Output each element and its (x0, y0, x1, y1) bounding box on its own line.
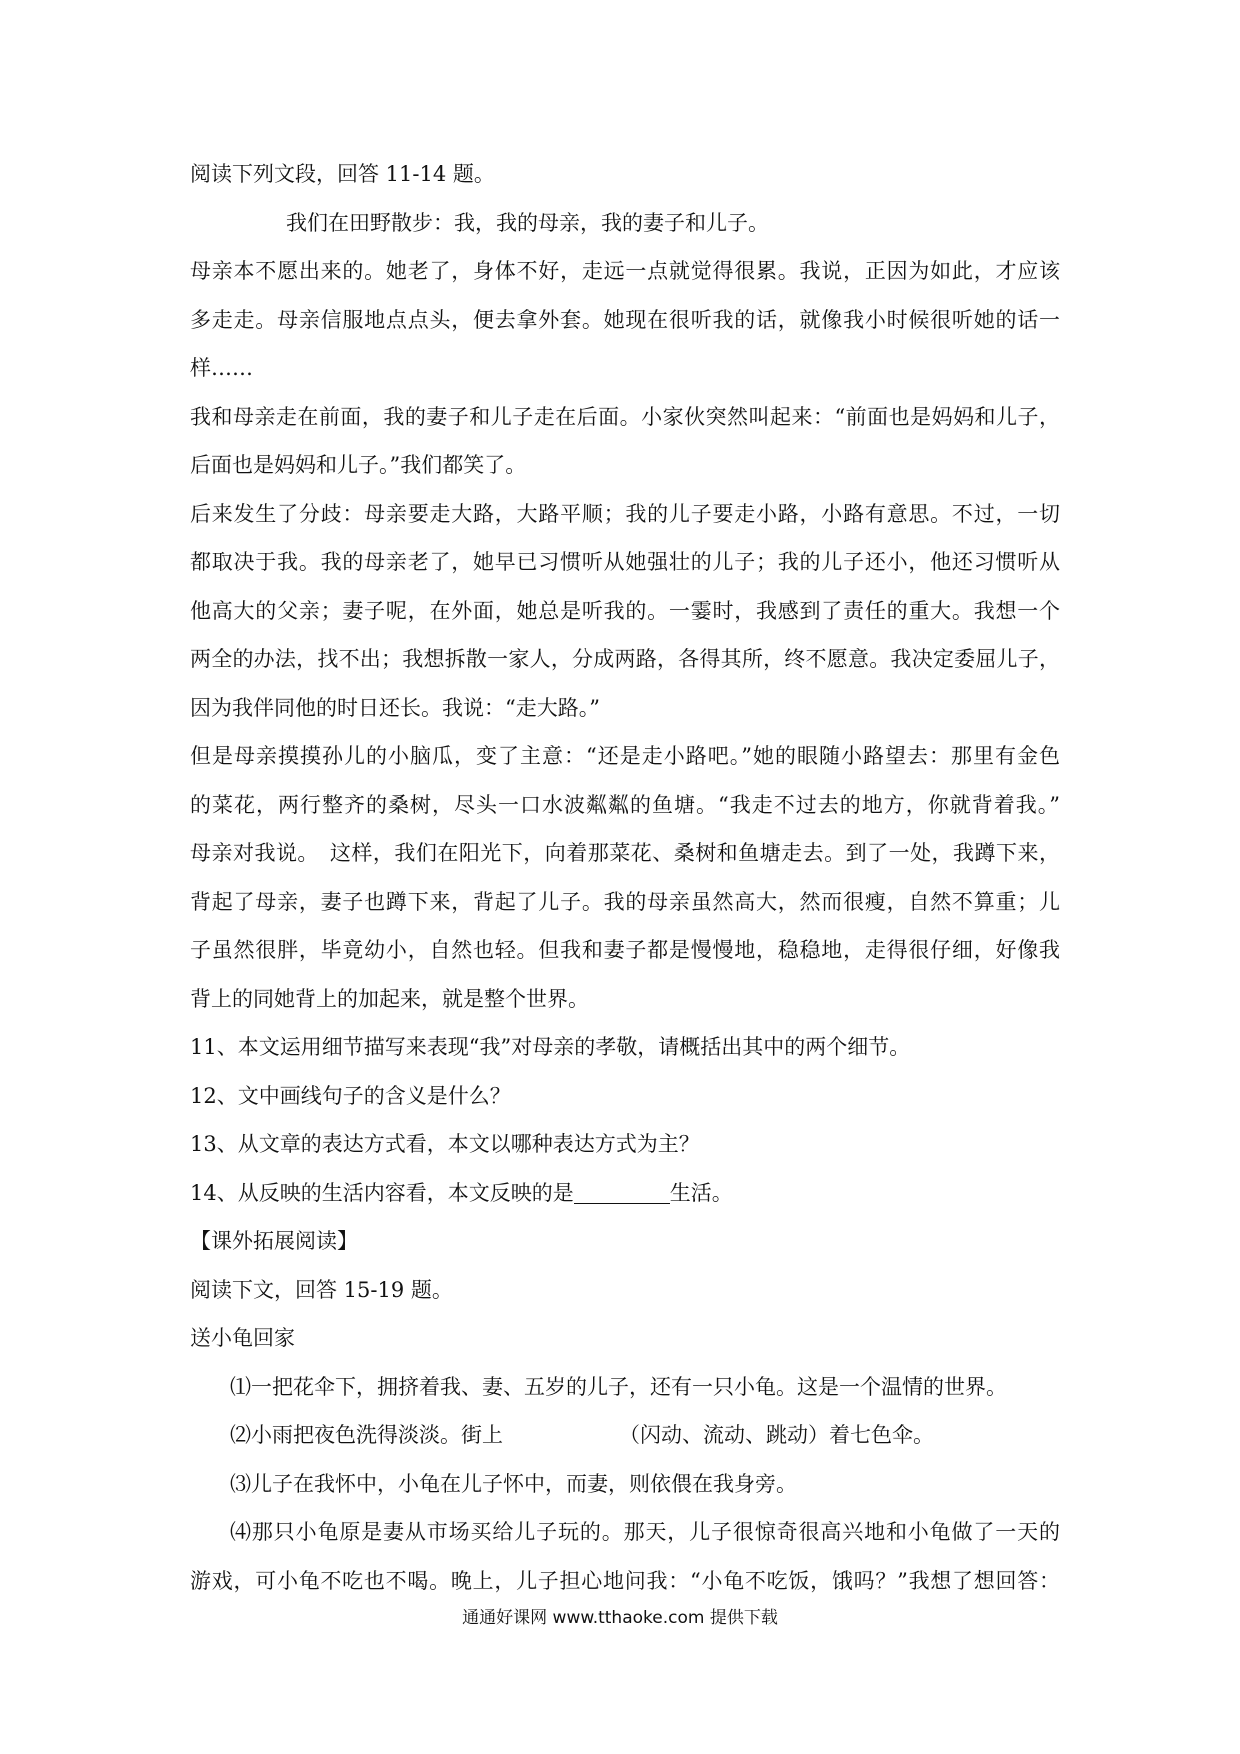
document-body (190, 150, 1060, 1605)
text-line: 的菜花，两行整齐的桑树，尽头一口水波粼粼的鱼塘。“我走不过去的地方，你就背着我。” (190, 792, 1060, 817)
story-paragraph-4 (190, 1508, 1060, 1605)
text-line: 背上的同她背上的加起来，就是整个世界。 (190, 986, 589, 1011)
text-line: 子虽然很胖，毕竟幼小，自然也轻。但我和妻子都是慢慢地，稳稳地，走得很仔细，好像我 (190, 938, 1060, 962)
text-line: ⑷那只小龟原是妻从市场买给儿子玩的。那天，儿子很惊奇很高兴地和小龟做了一天的 (230, 1520, 1060, 1544)
text-line: 都取决于我。我的母亲老了，她早已习惯听从她强壮的儿子；我的儿子还小，他还习惯听从 (190, 550, 1060, 574)
answer-blank[interactable] (574, 1183, 670, 1204)
text-line: 后面也是妈妈和儿子。”我们都笑了。 (190, 453, 527, 477)
question-12: 12、文中画线句子的含义是什么？ (190, 1083, 511, 1108)
text-line: 母亲本不愿出来的。她老了，身体不好，走远一点就觉得很累。我说，正因为如此，才应该 (190, 259, 1060, 283)
question-13: 13、从文章的表达方式看，本文以哪种表达方式为主？ (190, 1132, 700, 1156)
text-line: 因为我伴同他的时日还长。我说：“走大路。” (190, 695, 600, 720)
text-line: 两全的办法，找不出；我想拆散一家人，分成两路，各得其所，终不愿意。我决定委屈儿子， (190, 647, 1060, 671)
story-paragraph-1: ⑴一把花伞下，拥挤着我、妻、五岁的儿子，还有一只小龟。这是一个温情的世界。 (230, 1374, 1007, 1399)
text-line: 背起了母亲，妻子也蹲下来，背起了儿子。我的母亲虽然高大，然而很瘦，自然不算重；儿 (190, 889, 1060, 914)
question-11: 11、本文运用细节描写来表现“我”对母亲的孝敬，请概括出其中的两个细节。 (190, 1035, 911, 1059)
text-line: 我和母亲走在前面，我的妻子和儿子走在后面。小家伙突然叫起来：“前面也是妈妈和儿子， (190, 404, 1060, 429)
extended-reading-heading: 【课外拓展阅读】 (190, 1229, 358, 1253)
passage-opening-line: 我们在田野散步：我，我的母亲，我的妻子和儿子。 (286, 210, 769, 235)
reading-instruction-11-14: 阅读下列文段，回答 11-14 题。 (190, 162, 495, 186)
text-line: 但是母亲摸摸孙儿的小脑瓜，变了主意：“还是走小路吧。”她的眼随小路望去：那里有金色 (190, 744, 1060, 768)
story-paragraph-2-start: ⑵小雨把夜色洗得淡淡。街上 (230, 1423, 503, 1447)
paragraph-small-road (190, 732, 1060, 1023)
paragraph-mother-reluctant (190, 247, 1060, 393)
text-line: 多走走。母亲信服地点点头，便去拿外套。她现在很听我的话，就像我小时候很听她的话一 (190, 307, 1060, 332)
paragraph-walking-order (190, 393, 1060, 490)
paragraph-disagreement (190, 490, 1060, 733)
page-footer: 通通好课网 www.tthaoke.com 提供下载 (462, 1608, 778, 1628)
question-14-suffix: 生活。 (669, 1180, 733, 1205)
story-paragraph-2-end: （闪动、流动、跳动）着七色伞。 (619, 1423, 934, 1447)
story-paragraph-3: ⑶儿子在我怀中，小龟在儿子怀中，而妻，则依偎在我身旁。 (230, 1471, 797, 1496)
reading-instruction-15-19: 阅读下文，回答 15-19 题。 (190, 1277, 453, 1302)
text-line: 游戏，可小龟不吃也不喝。晚上，儿子担心地问我：“小龟不吃饭，饿吗？”我想了想回答： (190, 1568, 1060, 1593)
story-paragraph-2 (190, 1411, 1060, 1460)
question-14-prompt: 14、从反映的生活内容看，本文反映的是 (190, 1180, 574, 1205)
text-line: 后来发生了分歧：母亲要走大路，大路平顺；我的儿子要走小路，小路有意思。不过，一切 (190, 501, 1060, 526)
text-line: 他高大的父亲；妻子呢，在外面，她总是听我的。一霎时，我感到了责任的重大。我想一个 (190, 598, 1060, 623)
story-title: 送小龟回家 (190, 1326, 295, 1350)
question-14 (190, 1169, 1060, 1218)
text-line: 样…… (190, 356, 253, 380)
text-line: 母亲对我说。 这样，我们在阳光下，向着那菜花、桑树和鱼塘走去。到了一处，我蹲下来， (190, 841, 1060, 865)
